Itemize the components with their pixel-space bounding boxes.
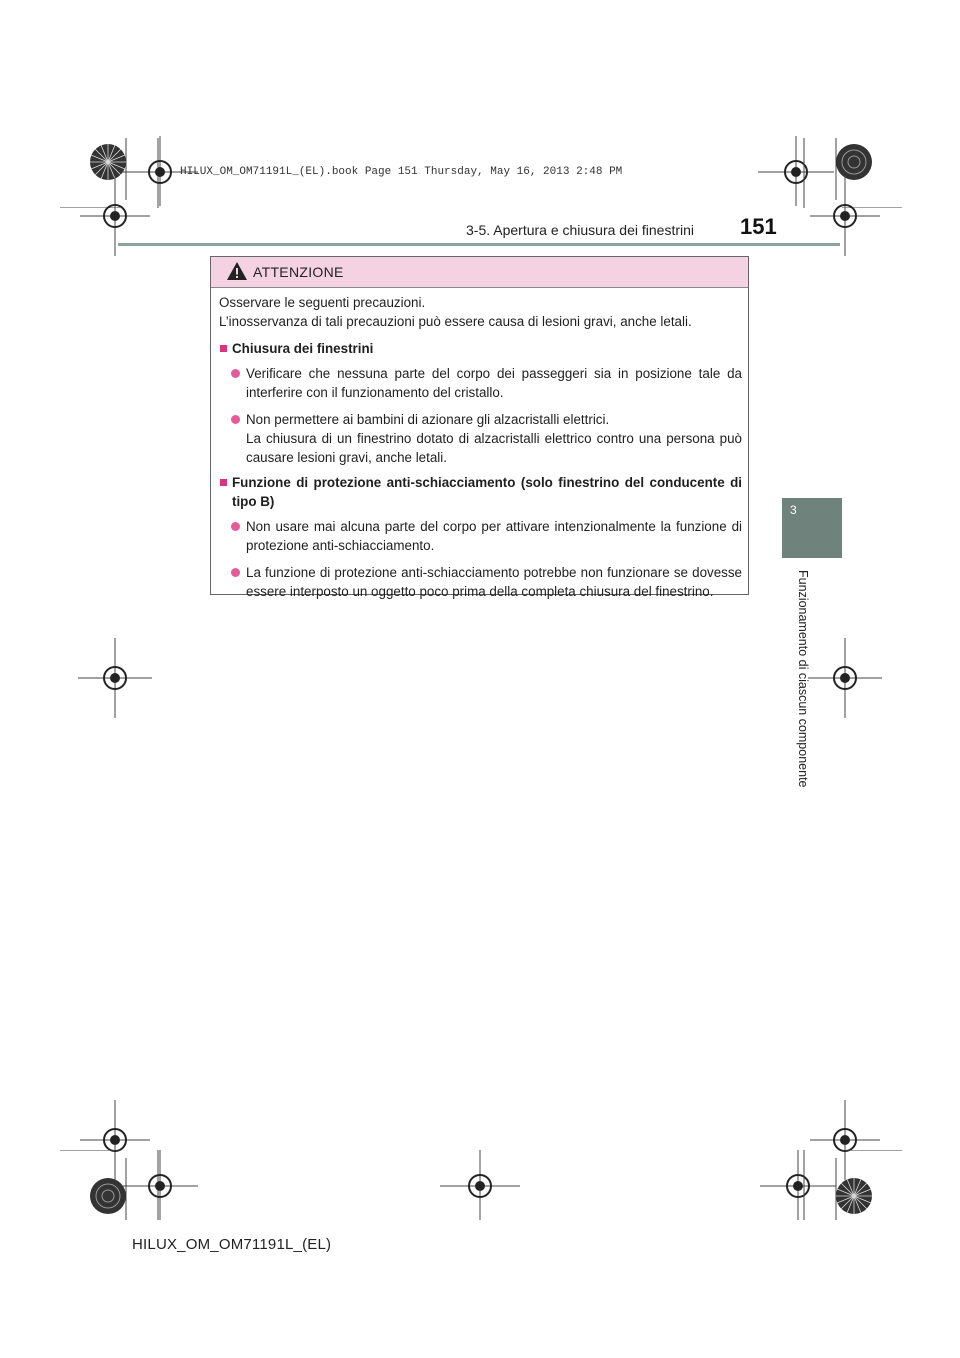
list-item: Non permettere ai bambini di azionare gli alzacristalli elettrici. La chiusura di un finestrino dotato di alzacristalli elettrico contro una persona può causare lesioni gravi, anche letali.: [231, 410, 742, 467]
intro-line: Osservare le seguenti precauzioni.: [219, 295, 426, 310]
chapter-label-text: Funzionamento di ciascun componente: [796, 570, 810, 788]
crosshair-mark: [440, 1150, 520, 1220]
square-bullet-icon: [220, 479, 227, 486]
list-item: La funzione di protezione anti-schiacciamento potrebbe non funzionare se dovesse essere interposto un oggetto poco prima della completa chiusura del finestrino.: [231, 563, 742, 601]
circle-bullet-icon: [231, 369, 240, 378]
chapter-label: [796, 570, 814, 800]
intro-line: L’inosservanza di tali precauzioni può essere causa di lesioni gravi, anche letali.: [219, 314, 692, 329]
footer-code: HILUX_OM_OM71191L_(EL): [132, 1236, 332, 1253]
warning-box: [210, 256, 749, 599]
list-item: Verificare che nessuna parte del corpo dei passeggeri sia in posizione tale da interferire con il funzionamento del cristallo.: [231, 364, 742, 402]
warning-triangle-icon: [226, 261, 248, 286]
warning-header: [211, 257, 748, 288]
circle-bullet-icon: [231, 522, 240, 531]
warning-title: ATTENZIONE: [253, 264, 344, 280]
crosshair-mark: [78, 638, 152, 718]
warning-body: [219, 293, 742, 601]
crosshair-mark: [808, 638, 882, 718]
registration-mark-bottom-right: [792, 1150, 902, 1240]
header-rule: [118, 243, 840, 246]
section-heading: Chiusura dei finestrini: [219, 339, 742, 358]
chapter-number: 3: [790, 503, 797, 517]
square-bullet-icon: [220, 345, 227, 352]
list-item: Non usare mai alcuna parte del corpo per attivare intenzionalmente la funzione di protezione anti-schiacciamento.: [231, 517, 742, 555]
file-stamp: HILUX_OM_OM71191L_(EL).book Page 151 Thursday, May 16, 2013 2:48 PM: [180, 166, 623, 178]
section-title: 3-5. Apertura e chiusura dei finestrini: [466, 222, 695, 238]
page-number: 151: [740, 214, 777, 239]
section-heading: Funzione di protezione anti-schiacciamento (solo finestrino del conducente di tipo B): [219, 473, 742, 511]
circle-bullet-icon: [231, 568, 240, 577]
circle-bullet-icon: [231, 415, 240, 424]
crosshair-mark: [122, 1150, 198, 1220]
